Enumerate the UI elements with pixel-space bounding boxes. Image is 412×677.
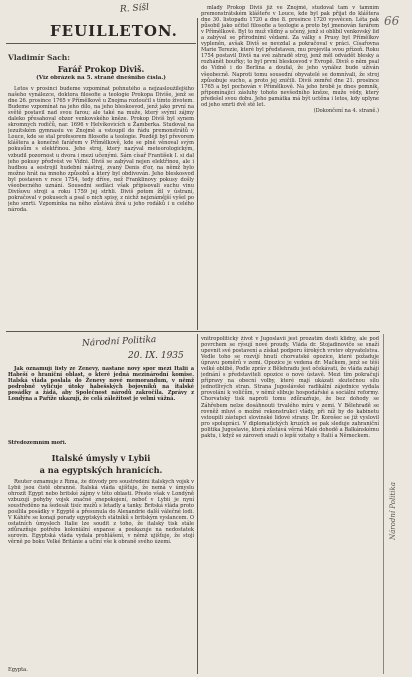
date-handwriting: 20. IX. 1935: [128, 351, 184, 361]
title-rule: [6, 43, 196, 44]
feuilleton-continuation: (Dokončení na 4. straně.): [313, 107, 379, 114]
feuilleton-right-body: mladý Prokop Diviš již ve Znojmě, studoval tam v tamním premonstrátském klášteře v Louce, kde byl pak přijat do kláštera dne 30. listopadu 1720 a dne 8. prosince 1720 vysvěcen. Léta pak působil jako učitel filosofie a teologie a proto byl jmenován farářem v Přímělkově. Byl to muž vlídný a učený, jenž si oblíbil venkovský lid a zabýval se přírodními vědami. Za války s Prusy byl Přímělkov vypleněn, avšak Diviš se nevzdal a pokračoval v práci. Císařovna Marie Terezie, které byl představen, mu projevila svou přízeň. Roku 1754 postavil Diviš na své zahradě stroj, jenž měl odvádět blesky a rozhánět bouřky; to byl první bleskosvod v Evropě. Diviš o něm psal do Vídně i do Berlína a doufal, že jeho vynález bude užíván všeobecně. Naproti tomu sousední obyvatelé se domnívali, že stroj způsobuje sucho, a proto jej zničili. Diviš zemřel dne 21. prosince 1765 a byl pochován v Přímělkově. Na jeho hrobě je dnes pomník, připomínající zásluhy tohoto nevšedního kněze, muže vědy, který předešel svou dobu. Jeho památka má být uctěna i letos, kdy uplyne od jeho smrti dvě stě let.: [201, 5, 379, 108]
lower-right-column: [201, 336, 379, 674]
corner-number: 66: [384, 14, 400, 28]
lower-left-link-word: Středozemním moři.: [8, 440, 67, 446]
lower-column-divider: [197, 334, 198, 674]
lower-left-headline-1: Italské úmysly v Lybii: [51, 453, 151, 463]
lower-left-footer: Egypta.: [8, 667, 28, 673]
side-vertical-text: Národní Politika: [389, 482, 397, 540]
feuilleton-subhead: (Viz obrázek na 5. straně dnešního čísla.): [36, 75, 166, 81]
lower-right-body: vnitropolitický život v Jugoslavii jest prozatím dosti klidný, ale pod povrchem se rýsují nové proudy. Vláda dr. Stojadinoviče se snaží upevnit své postavení a získat podporu širokých vrstev obyvatelstva. Vedle toho se rozvíjí hnutí chorvatské opozice, které požaduje úpravu poměrů v zemi. Opozice je vedena dr. Mačkem, jenž se těší velké oblibě. Podle zpráv z Bělehradu jest očekávati, že vláda zahájí jednání s představiteli opozice o nové ústavě. Mezi tím pokračují přípravy na obecní volby, které mají ukázati skutečnou sílu jednotlivých stran. Strana Jugoslávské radikální zájednice vydala provolání k voličům, v němž slibuje hospodářské a sociální reformy. Chorvatský tisk naproti tomu zdůrazňuje, že bez dohody se Záhřebem nelze dosáhnouti trvalého míru v zemi. V Bělehradě se rovněž mluví o možné rekonstrukci vlády, při níž by do kabinetu vstoupili zástupci slovinské lidové strany. Dr. Korošec se již vyslovil pro spolupráci. V diplomatických kruzích se pak sleduje zahraniční politika Jugoslavie, která zůstává věrná Malé dohodě a Balkánskému paktu, i když se zároveň snaží o lepší vztahy s Italií a Německem.: [201, 336, 379, 439]
top-handwriting: Ř. Šíšl: [119, 2, 150, 15]
feuilleton-column-divider: [197, 18, 198, 330]
lower-left-intro: [8, 366, 194, 439]
right-edge-rule: [383, 334, 384, 674]
feuilleton-author: Vladimír Sach:: [8, 53, 71, 62]
source-handwriting: Národní Politika: [81, 334, 157, 349]
lower-left-headline-2: a na egyptských hranicích.: [39, 465, 163, 475]
section-separator: [6, 331, 380, 332]
lower-left-body: Reuter oznamuje z Říma, že důvody pro soustředění italských vojsk v Lybii jsou čistě obranné. Italská vláda ujišťuje, že nemá v úmyslu ohrozit Egypt nebo britské zájmy v této oblasti. Přesto však v Londýně vzbuzují pohyby vojsk značné znepokojení, neboť v Lybii je nyní soustředěno na šedesát tisíc mužů s letadly a tanky. Britská vláda proto posílila posádky v Egyptě a přesunula do Alexandrie další válečné lodi. V Káhiře se konají porady egyptských státníků s britským vyslancem. O ostatních úmyslech Italie lze soudit z toho, že italský tisk stále zdůrazňuje potřebu koloniální expanse a poukazuje na nedostatek surovin. Egyptská vláda vydala prohlášení, v němž ujišťuje, že stojí věrně po boku Velké Británie a učiní vše k obraně svého území.: [8, 479, 194, 546]
lower-left-body-column: [8, 479, 194, 665]
feuilleton-left-body: Letos v prosinci budeme vzpomínat pohnutého a nejzasloužilejšího našeho vynálezce, doktora filosofie a teologie Prokopa Diviše, jenž se dne 26. prosince 1765 v Přímělkově u Znojma rozloučil s tímto životem. Budeme vzpomínat na jeho dílo, na jeho bleskosvod, jenž jako první na světě postavil nad svou farou; ale také na muže, který svými zájmy daleko přesahoval obzor venkovského kněze. Prokop Diviš byl synem skromných rodičů, nar. 1696 v Helvíkovicích u Žamberka. Studoval na jezuitském gymnasiu ve Znojmě a vstoupil do řádu premonstrátů v Louce, kde se stal profesorem filosofie a teologie. Později byl převorem kláštera a konečně farářem v Přímělkově, kde se plně věnoval svým pokusům s elektřinou. Jeho stroj, který nazýval meteorologickým, vzbudil pozornost u dvora i mezi učenými. Sám císař František I. si dal jeho pokusy předvést ve Vídni. Diviš se zabýval nejen elektřinou, ale i hudbou a sestrojil hudební nástroj, zvaný Denis d'or, na němž bylo možno hrát na mnoho způsobů a který byl obdivován. Jeho bleskosvod byl postaven v roce 1754, tedy dříve, než Franklinovy pokusy došly všeobecného uznání. Sousední sedláci však připisovali suchu vinu Divišovu stroji a roku 1759 jej strhli. Diviš potom žil v ústraní, pokračoval v pokusech a psal o nich spisy, z nichž nejznámější vyšel po jeho smrti. Vzpomínka na něho zůstává živá u jeho rodáků i u celého národa.: [8, 86, 194, 213]
feuilleton-headline: Farář Prokop Diviš.: [57, 64, 145, 74]
lower-left-intro-text: Jak oznamují listy ze Ženevy, nastane nový spor mezi Italií a Habeší o hraniční oblast, o které jedná mezinárodní komise. Italská vláda poslala do Ženevy nové memorandum, v němž podrobně vyličuje útoky habešských bojovníků na italské posádky a žádá, aby Společnost národů zakročila. Zprávy z Londýna a Paříže ukazují, že celá záležitost je velmi vážná.: [8, 366, 194, 403]
feuilleton-right-column: [201, 5, 379, 323]
feuilleton-title: FEUILLETON.: [50, 22, 178, 40]
feuilleton-left-column: [8, 86, 194, 329]
